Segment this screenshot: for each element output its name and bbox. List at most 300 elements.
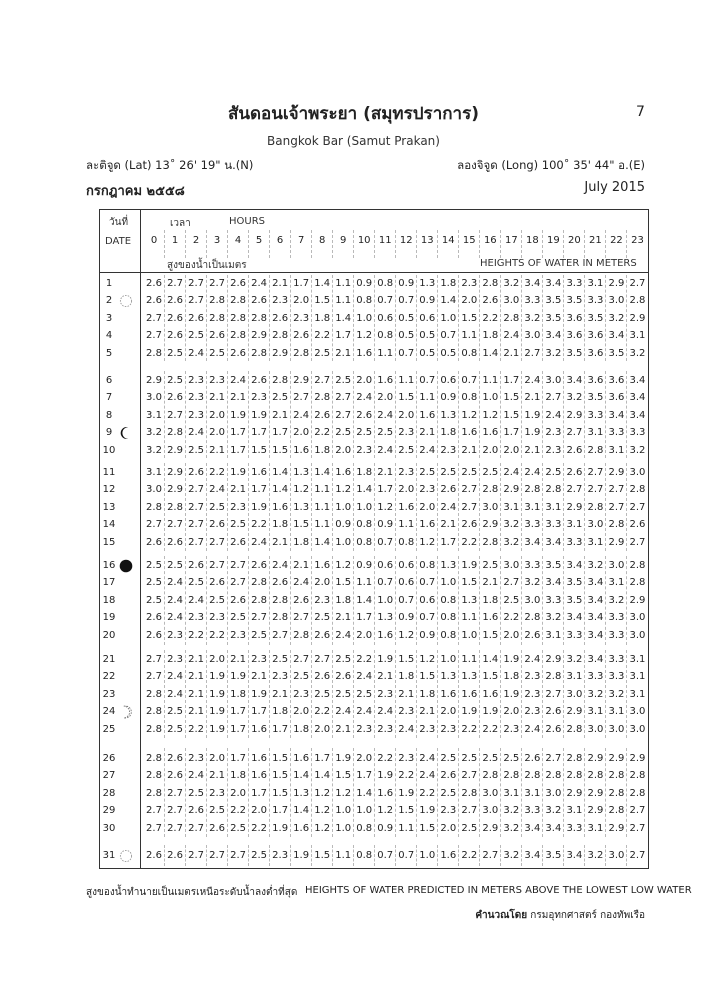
hour-gridline (164, 230, 165, 258)
height-value: 1.9 (230, 467, 247, 478)
height-value: 2.3 (209, 612, 225, 624)
height-value: 1.5 (419, 671, 436, 683)
table-row (99, 557, 649, 574)
height-value: 2.0 (440, 822, 457, 834)
height-label-english: HEIGHTS OF WATER IN METERS (480, 258, 637, 269)
height-value: 2.8 (608, 805, 625, 817)
height-value: 2.2 (461, 723, 478, 735)
hour-gridline (227, 230, 228, 258)
height-value: 3.4 (608, 409, 625, 421)
height-value: 2.6 (251, 295, 268, 307)
height-value: 3.3 (566, 278, 583, 289)
height-value: 0.7 (419, 612, 436, 624)
hour-gridline (290, 230, 291, 258)
height-value: 1.4 (335, 312, 352, 324)
height-value: 3.4 (545, 278, 562, 289)
height-value: 3.0 (524, 330, 541, 342)
height-value: 3.1 (608, 444, 625, 456)
height-value: 2.6 (566, 467, 583, 478)
height-value: 1.1 (377, 347, 394, 359)
height-value: 1.8 (314, 312, 331, 324)
hour-gridline (206, 230, 207, 258)
height-value: 1.9 (524, 409, 541, 421)
height-value: 3.4 (587, 629, 604, 641)
height-value: 0.9 (419, 295, 436, 307)
height-value: 2.3 (272, 850, 289, 861)
height-value: 2.7 (566, 427, 583, 439)
height-value: 1.3 (461, 594, 478, 606)
height-value: 1.5 (314, 295, 331, 307)
height-value: 3.4 (545, 822, 562, 834)
height-value: 1.2 (335, 484, 352, 496)
height-value: 1.6 (251, 723, 268, 735)
height-value: 2.5 (251, 850, 268, 861)
height-value: 2.3 (230, 501, 247, 513)
height-value: 1.4 (314, 536, 331, 548)
height-value: 2.4 (188, 594, 204, 606)
day-number: 27 (102, 770, 116, 782)
height-value: 2.9 (608, 822, 625, 834)
height-value: 2.1 (419, 427, 436, 439)
height-value: 3.1 (587, 706, 604, 718)
hour-gridline (584, 230, 585, 258)
height-value: 3.3 (608, 629, 625, 641)
height-value: 2.7 (335, 392, 352, 404)
height-value: 1.1 (335, 295, 352, 307)
height-value: 2.6 (566, 444, 583, 456)
day-number: 5 (105, 347, 113, 359)
height-value: 3.0 (608, 295, 625, 307)
height-value: 1.6 (461, 427, 478, 439)
table-row (99, 802, 649, 819)
height-value: 1.9 (251, 688, 268, 700)
height-value: 2.8 (251, 577, 268, 589)
height-value: 2.7 (230, 850, 247, 861)
height-value: 2.8 (272, 594, 289, 606)
height-value: 1.1 (314, 501, 331, 513)
height-value: 3.6 (587, 375, 604, 386)
height-value: 3.4 (566, 850, 583, 861)
height-value: 2.8 (482, 536, 499, 548)
credit-label: คำนวณโดย (475, 910, 528, 921)
height-value: 1.7 (251, 706, 268, 718)
height-value: 1.6 (377, 375, 394, 386)
height-value: 2.3 (293, 312, 310, 324)
height-value: 1.6 (377, 629, 394, 641)
height-value: 0.7 (461, 375, 478, 386)
height-value: 3.4 (587, 654, 604, 665)
height-value: 2.4 (356, 706, 373, 718)
table-row (99, 516, 649, 533)
height-value: 2.0 (209, 753, 225, 764)
height-value: 3.1 (587, 536, 604, 548)
height-value: 0.8 (356, 850, 373, 861)
height-value: 2.4 (188, 770, 204, 782)
height-value: 2.8 (524, 770, 541, 782)
height-value: 2.8 (461, 787, 478, 799)
hour-header: 16 (483, 235, 497, 246)
height-value: 2.7 (188, 295, 204, 307)
height-value: 2.5 (293, 671, 310, 683)
height-value: 2.5 (230, 519, 247, 531)
height-value: 3.6 (608, 375, 625, 386)
height-value: 2.3 (524, 706, 541, 718)
table-row (99, 820, 649, 837)
height-value: 2.7 (608, 484, 625, 496)
height-value: 3.0 (629, 706, 646, 718)
hour-header: 14 (441, 235, 455, 246)
height-value: 1.4 (314, 770, 331, 782)
height-value: 1.7 (230, 723, 247, 735)
height-value: 2.3 (398, 467, 415, 478)
height-value: 0.6 (419, 312, 436, 324)
height-value: 2.0 (356, 753, 373, 764)
height-value: 3.2 (629, 347, 646, 359)
hour-header: 17 (504, 235, 518, 246)
hour-header: 5 (255, 235, 263, 246)
height-value: 2.8 (503, 770, 520, 782)
height-value: 2.4 (251, 536, 268, 548)
height-value: 2.7 (188, 484, 204, 496)
height-value: 1.4 (293, 805, 310, 817)
height-value: 2.5 (230, 612, 247, 624)
height-value: 1.7 (230, 753, 247, 764)
height-value: 2.6 (146, 295, 162, 307)
height-value: 2.7 (188, 501, 204, 513)
height-value: 0.9 (398, 278, 415, 289)
height-value: 1.7 (230, 444, 247, 456)
height-value: 1.6 (419, 519, 436, 531)
height-value: 3.2 (587, 688, 604, 700)
height-value: 2.0 (482, 444, 499, 456)
height-value: 2.3 (377, 723, 394, 735)
height-value: 2.7 (209, 560, 225, 571)
height-value: 2.4 (188, 347, 204, 359)
height-value: 2.4 (335, 629, 352, 641)
height-value: 3.0 (629, 629, 646, 641)
height-value: 1.4 (272, 484, 289, 496)
height-value: 2.3 (188, 409, 204, 421)
height-value: 1.9 (293, 850, 310, 861)
height-value: 2.6 (167, 850, 183, 861)
height-value: 2.0 (503, 444, 520, 456)
height-value: 3.3 (587, 671, 604, 683)
height-value: 2.8 (209, 312, 225, 324)
day-number: 12 (102, 484, 116, 496)
height-value: 1.5 (314, 850, 331, 861)
height-value: 1.6 (461, 688, 478, 700)
table-row (99, 389, 649, 406)
height-value: 2.7 (209, 278, 225, 289)
height-value: 2.8 (146, 753, 162, 764)
height-value: 2.2 (314, 330, 331, 342)
height-value: 2.2 (251, 519, 268, 531)
height-value: 0.7 (440, 330, 457, 342)
height-value: 2.1 (272, 688, 289, 700)
height-value: 1.0 (440, 654, 457, 665)
height-value: 3.2 (545, 347, 562, 359)
height-value: 3.1 (545, 629, 562, 641)
height-value: 0.8 (440, 629, 457, 641)
height-value: 1.6 (293, 822, 310, 834)
time-label-english: HOURS (229, 216, 266, 227)
hour-header: 12 (399, 235, 413, 246)
height-value: 2.5 (209, 347, 225, 359)
height-value: 2.6 (314, 629, 331, 641)
height-value: 2.6 (524, 629, 541, 641)
height-value: 2.6 (293, 594, 310, 606)
height-value: 3.6 (566, 312, 583, 324)
height-value: 0.9 (356, 560, 373, 571)
height-value: 2.5 (440, 467, 457, 478)
height-value: 0.9 (440, 392, 457, 404)
height-value: 3.4 (524, 536, 541, 548)
height-value: 3.4 (566, 375, 583, 386)
height-value: 2.1 (188, 671, 204, 683)
table-row (99, 424, 649, 441)
height-value: 2.8 (587, 501, 604, 513)
height-value: 1.1 (398, 375, 415, 386)
height-value: 2.9 (587, 787, 604, 799)
height-value: 2.1 (230, 392, 247, 404)
height-value: 2.6 (482, 295, 499, 307)
height-value: 2.3 (314, 594, 331, 606)
height-value: 3.2 (146, 427, 162, 439)
height-value: 2.5 (503, 594, 520, 606)
height-value: 2.9 (566, 787, 583, 799)
height-value: 2.0 (209, 409, 225, 421)
height-value: 1.6 (272, 501, 289, 513)
height-value: 2.9 (608, 536, 625, 548)
height-value: 2.5 (188, 577, 204, 589)
height-value: 1.7 (293, 278, 310, 289)
height-value: 2.4 (545, 409, 562, 421)
day-number: 22 (102, 671, 116, 683)
height-value: 1.7 (314, 753, 331, 764)
hour-gridline (395, 230, 396, 258)
height-value: 2.8 (230, 330, 247, 342)
height-value: 3.4 (524, 822, 541, 834)
height-value: 2.4 (377, 444, 394, 456)
height-value: 2.0 (503, 629, 520, 641)
height-value: 1.0 (356, 312, 373, 324)
day-number: 17 (102, 577, 116, 589)
height-value: 2.0 (419, 501, 436, 513)
height-value: 2.1 (209, 392, 225, 404)
height-value: 1.9 (335, 753, 352, 764)
height-value: 2.6 (188, 467, 204, 478)
height-value: 3.5 (545, 560, 562, 571)
height-value: 3.4 (629, 375, 646, 386)
height-value: 1.9 (230, 409, 247, 421)
table-row (99, 750, 649, 767)
height-value: 1.4 (482, 654, 499, 665)
height-value: 2.2 (188, 723, 204, 735)
height-value: 3.6 (608, 392, 625, 404)
height-value: 1.8 (293, 723, 310, 735)
height-value: 1.0 (356, 805, 373, 817)
height-value: 2.1 (524, 444, 541, 456)
height-value: 1.5 (272, 770, 289, 782)
height-value: 1.0 (356, 501, 373, 513)
height-value: 2.1 (524, 392, 541, 404)
table-row (99, 464, 649, 481)
height-value: 2.5 (146, 577, 162, 589)
height-value: 1.7 (440, 536, 457, 548)
height-value: 1.5 (398, 392, 415, 404)
height-value: 1.4 (440, 295, 457, 307)
height-value: 2.6 (230, 536, 247, 548)
height-value: 3.6 (566, 330, 583, 342)
height-value: 2.4 (167, 671, 183, 683)
height-value: 2.6 (209, 519, 225, 531)
height-value: 2.6 (230, 347, 247, 359)
height-value: 0.9 (419, 629, 436, 641)
height-value: 0.7 (398, 594, 415, 606)
height-value: 1.0 (440, 312, 457, 324)
height-value: 1.4 (356, 787, 373, 799)
height-value: 2.7 (314, 375, 331, 386)
height-value: 2.5 (146, 560, 162, 571)
height-value: 2.4 (419, 444, 436, 456)
height-value: 3.3 (629, 427, 646, 439)
height-value: 3.6 (587, 330, 604, 342)
height-value: 2.7 (146, 330, 162, 342)
height-value: 2.6 (167, 536, 183, 548)
height-value: 2.7 (230, 577, 247, 589)
height-value: 1.3 (440, 409, 457, 421)
height-value: 2.5 (209, 594, 225, 606)
hour-gridline (185, 230, 186, 258)
height-value: 1.8 (293, 536, 310, 548)
height-value: 2.5 (398, 444, 415, 456)
height-value: 2.6 (293, 330, 310, 342)
height-value: 3.0 (629, 612, 646, 624)
height-value: 3.3 (524, 519, 541, 531)
day-number: 15 (102, 536, 116, 548)
height-value: 2.8 (524, 484, 541, 496)
height-value: 2.5 (482, 753, 499, 764)
credit-organization: กรมอุทกศาสตร์ กองทัพเรือ (530, 910, 645, 921)
height-value: 3.1 (503, 501, 520, 513)
height-value: 1.6 (314, 560, 331, 571)
height-value: 2.5 (377, 427, 394, 439)
height-value: 2.5 (461, 467, 478, 478)
height-value: 2.4 (524, 467, 541, 478)
height-value: 1.2 (293, 484, 310, 496)
height-value: 3.0 (146, 392, 162, 404)
height-value: 3.2 (146, 444, 162, 456)
height-value: 1.2 (482, 409, 499, 421)
height-value: 3.2 (524, 312, 541, 324)
height-value: 3.2 (608, 688, 625, 700)
height-value: 2.3 (188, 375, 204, 386)
height-value: 0.7 (419, 375, 436, 386)
height-value: 1.6 (251, 770, 268, 782)
height-value: 1.7 (356, 612, 373, 624)
height-value: 2.2 (314, 427, 331, 439)
height-value: 2.3 (251, 392, 268, 404)
height-value: 3.4 (545, 577, 562, 589)
height-value: 1.6 (293, 444, 310, 456)
height-value: 3.0 (608, 723, 625, 735)
height-value: 2.0 (209, 427, 225, 439)
height-value: 1.9 (482, 706, 499, 718)
hour-gridline (479, 230, 480, 258)
height-value: 0.8 (461, 347, 478, 359)
height-value: 1.8 (314, 444, 331, 456)
height-value: 1.0 (335, 536, 352, 548)
height-value: 1.6 (356, 347, 373, 359)
height-value: 2.9 (608, 278, 625, 289)
hour-gridline (248, 230, 249, 258)
height-value: 3.0 (482, 501, 499, 513)
height-value: 2.8 (293, 347, 310, 359)
hour-gridline (353, 230, 354, 258)
height-value: 2.7 (188, 536, 204, 548)
hour-header: 18 (525, 235, 539, 246)
height-value: 1.9 (377, 654, 394, 665)
height-value: 1.6 (482, 427, 499, 439)
height-value: 2.7 (629, 278, 646, 289)
height-value: 2.1 (230, 484, 247, 496)
height-value: 3.5 (566, 577, 583, 589)
height-value: 2.9 (629, 594, 646, 606)
hour-header: 22 (610, 235, 623, 246)
height-value: 1.9 (209, 671, 225, 683)
height-value: 2.7 (188, 519, 204, 531)
height-value: 1.5 (272, 753, 289, 764)
day-number: 16 (102, 560, 116, 571)
height-value: 0.6 (377, 312, 394, 324)
height-value: 1.0 (335, 501, 352, 513)
height-value: 2.0 (293, 706, 310, 718)
height-value: 2.7 (461, 805, 478, 817)
height-value: 2.1 (377, 671, 394, 683)
height-value: 1.1 (461, 654, 478, 665)
height-value: 2.9 (629, 312, 646, 324)
height-value: 1.8 (335, 594, 352, 606)
height-value: 2.5 (440, 787, 457, 799)
height-value: 1.8 (482, 594, 499, 606)
page-number: 7 (636, 104, 645, 120)
height-value: 2.1 (461, 444, 478, 456)
height-value: 2.6 (188, 312, 204, 324)
height-value: 2.0 (377, 392, 394, 404)
height-value: 1.9 (461, 706, 478, 718)
height-value: 3.4 (587, 594, 604, 606)
height-value: 3.1 (587, 427, 604, 439)
height-value: 1.4 (356, 484, 373, 496)
height-value: 1.1 (461, 330, 478, 342)
height-value: 2.4 (335, 706, 352, 718)
height-value: 2.6 (167, 392, 183, 404)
height-value: 2.8 (251, 312, 268, 324)
height-value: 1.5 (272, 787, 289, 799)
hour-gridline (521, 230, 522, 258)
height-value: 2.3 (188, 392, 204, 404)
height-value: 1.9 (398, 787, 415, 799)
height-value: 3.2 (503, 850, 520, 861)
height-value: 2.7 (209, 536, 225, 548)
height-value: 1.2 (314, 822, 331, 834)
height-value: 1.5 (272, 444, 289, 456)
day-number: 10 (102, 444, 116, 456)
hour-header: 7 (297, 235, 305, 246)
height-value: 1.7 (503, 427, 520, 439)
day-number: 24 (102, 706, 116, 718)
height-value: 1.6 (251, 753, 268, 764)
